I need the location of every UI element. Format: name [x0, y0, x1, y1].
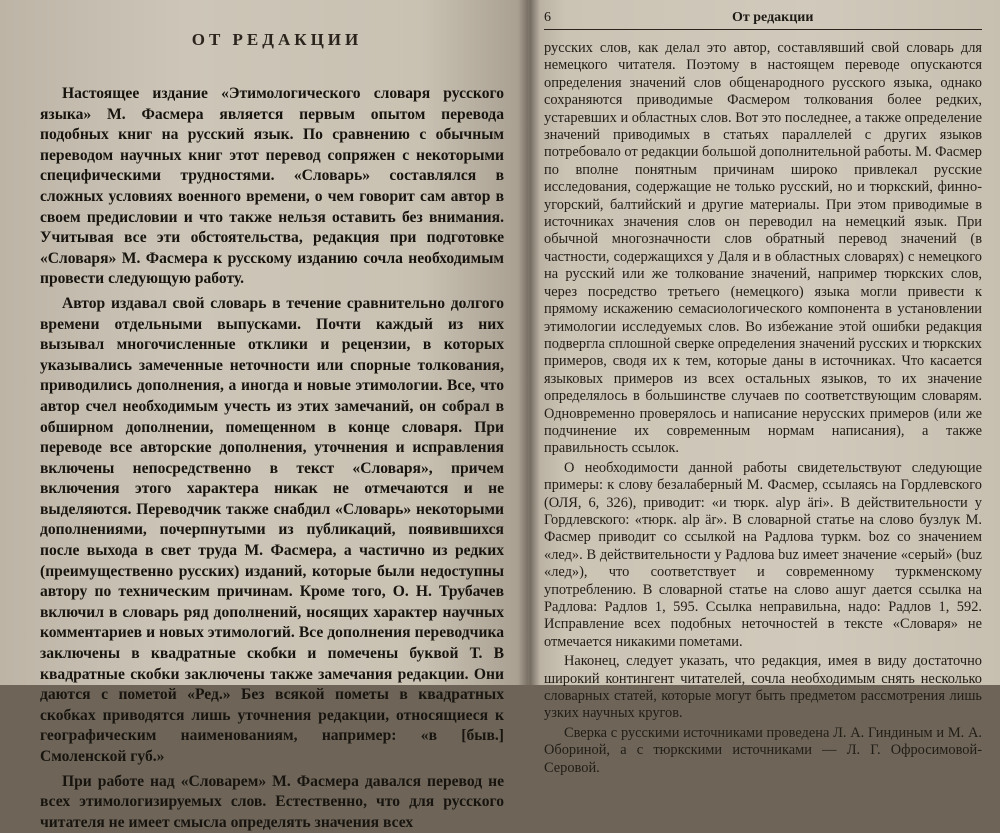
paragraph: О необходимости данной работы свидетельствуют следующие примеры: к слову безалаберный М. Фасмер, ссылаясь на Гордлевского (ОЛЯ, 6, 326), приводит: «и тюрк. alyp äri». В действительности у Гордлевского: «тюрк. alp är». В словарной статье на слово бузлук М. Фасмер приводит со ссылкой на Радлова туркм. boz со значением «лед». В действительности у Радлова buz имеет значение «серый» (buz «лед»), что соответствует и современному туркменскому употреблению. В словарной статье на слово ашуг дается ссылка на Радлова: Радлов 1, 595. Ссылка неправильна, надо: Радлов 1, 592. Исправление всех подобных неточностей в тексте «Словаря» не отмечается никакими пометами.: [544, 459, 982, 650]
page-title: ОТ РЕДАКЦИИ: [191, 30, 363, 49]
paragraph: При работе над «Словарем» М. Фасмера давался перевод не всех этимологизируемых слов. Естественно, что для русского читателя не имеет смысла определять значения всех: [40, 772, 504, 831]
book-gutter-shadow: [518, 0, 540, 685]
running-head: [544, 4, 982, 30]
paragraph: Настоящее издание «Этимологического словаря русского языка» М. Фасмера является первым опытом перевода подобных книг на русский язык. По сравнению с обычным переводом научных книг этот перевод сопряжен с некоторыми специфическими трудностями. «Словарь» составлялся в сложных условиях военного времени, о чем говорит сам автор в своем предисловии и что также нельзя оставить без внимания. Учитывая все эти обстоятельства, редакция при подготовке «Словаря» М. Фасмера к русскому изданию сочла необходимым провести следующую работу.: [40, 85, 504, 288]
running-head-title: От редакции: [732, 10, 814, 25]
paragraph: Автор издавал свой словарь в течение сравнительно долгого времени отдельными выпусками. Почти каждый из них вызывал многочисленные отклики и рецензии, в которых указывались замеченные неточности или спорные толкования, приводились дополнения, а иногда и новые этимологии. Все, что автор счел необходимым учесть из этих замечаний, он собрал в обширном дополнении, помещенном в конце словаря. При переводе все авторские дополнения, уточнения и исправления включены непосредственно в текст «Словаря», причем включения этого характера никак не отмечаются и не выделяются. Переводчик также снабдил «Словарь» некоторыми дополнениями, почерпнутыми из публикаций, появившихся после выхода в свет труда М. Фасмера, а частично из редких (преимущественно русских) изданий, которые были недоступны автору по техническим причинам. Кроме того, О. Н. Трубачев включил в словарь ряд дополнений, носящих характер научных комментариев и новых этимологий. Все дополнения переводчика заключены в квадратные скобки и помечены буквой Т. В квадратные скобки заключены также замечания редакции. Они даются с пометой «Ред.» Без всякой пометы в квадратных скобках приводятся лишь уточнения редакции, относящиеся к географическим наименованиям, например: «в [быв.] Смоленской губ.»: [40, 294, 504, 765]
right-page: [528, 0, 1000, 776]
paragraph: русских слов, как делал это автор, составлявший свой словарь для немецкого читателя. Поэтому в настоящем переводе опускаются определения значений слов общенародного русского языка, однако сохраняются приводимые Фасмером толкования более редких, устаревших и областных слов. Вот это последнее, а также определение значений приводимых в статьях параллелей с других языков потребовало от редакции большой дополнительной работы. М. Фасмер по вполне понятным причинам широко привлекал русские исследования, содержащие не только русский, но и тюркский, финно-угорский, балтийский и другие материалы. При этом приводимые в источниках значения слов он переводил на немецкий язык. При обычной многозначности слов обратный перевод значений (в частности, содержащихся у Даля и в областных словарях) с немецкого на русский или же толкование значений, например тюркских слов, через посредство третьего (немецкого) языка могли привести к прямому искажению семасиологического компонента в установлении этимологии исследуемых слов. Во избежание этой ошибки редакция подвергла сплошной сверке определения значений русских и тюркских примеров, сводя их к тем, которые даны в источниках. Что касается языковых примеров из всех остальных языков, то их значение определялось в большинстве случаев по соответствующим словарям. Одновременно проверялось и написание нерусских примеров (или же подчинение их современным нормам написания), а также правильность ссылок.: [544, 40, 983, 457]
left-page-body: [40, 84, 504, 833]
paragraph: Наконец, следует указать, что редакция, имея в виду достаточно широкий контингент читателей, сочла необходимым снять несколько словарных статей, которые могут быть предметом рассмотрения лишь узких научных кругов.: [544, 653, 982, 722]
paragraph: Сверка с русскими источниками проведена Л. А. Гиндиным и М. А. Обориной, а с тюркскими источниками — Л. Г. Офросимовой-Серовой.: [544, 724, 982, 776]
right-page-body: [544, 40, 982, 777]
page-number: 6: [544, 10, 551, 25]
